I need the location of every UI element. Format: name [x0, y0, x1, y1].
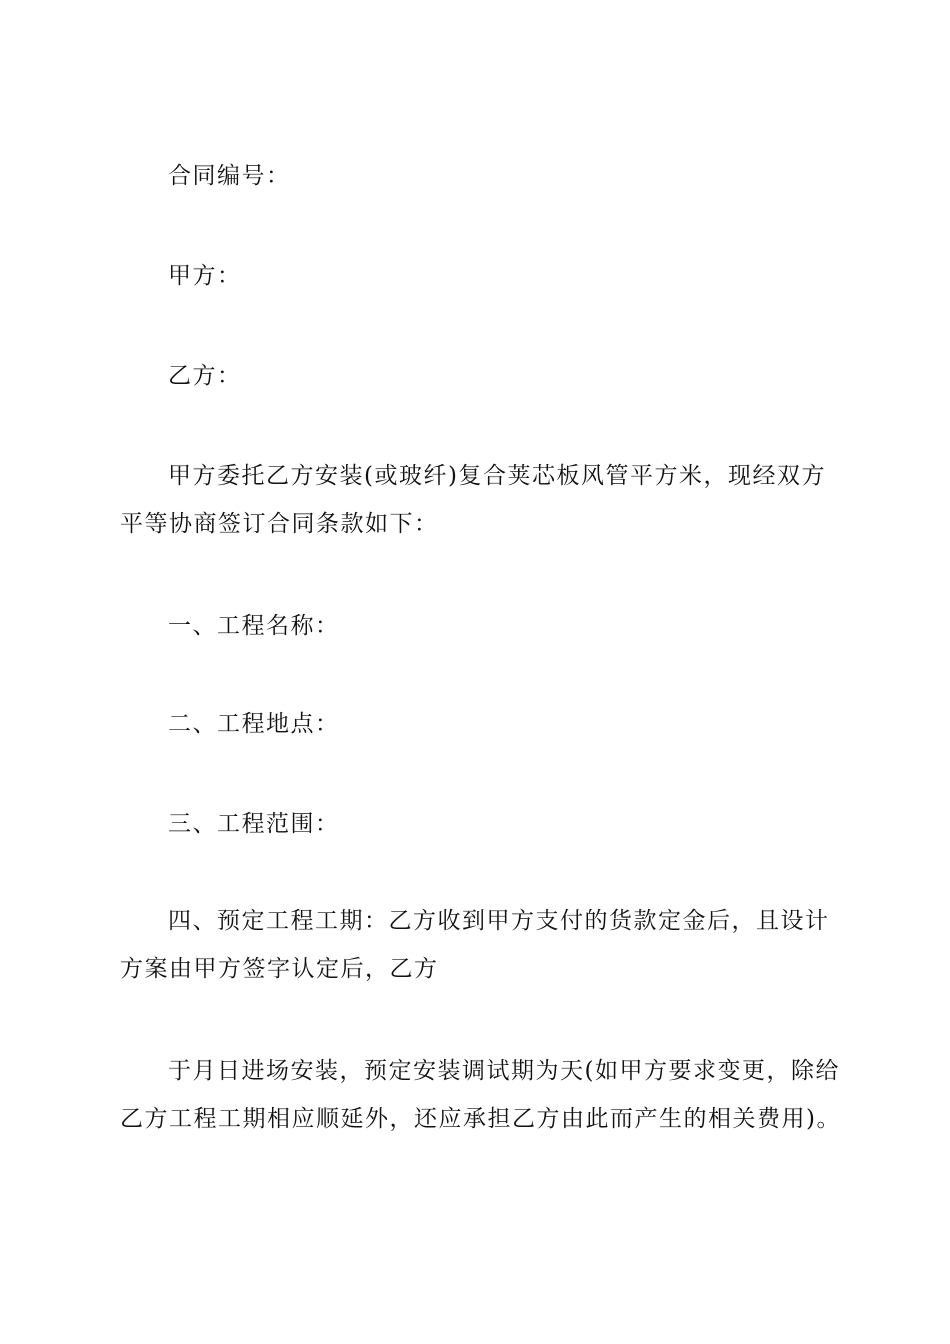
clause-4-line-2: 方案由甲方签字认定后，乙方 [120, 956, 439, 982]
party-a-label [120, 252, 832, 300]
clause-schedule-continued [120, 1047, 841, 1143]
intro-line-2: 平等协商签订合同条款如下： [120, 511, 439, 537]
clause-project-location [120, 700, 832, 748]
clause-schedule [120, 897, 832, 993]
clause-project-scope [120, 800, 832, 848]
party-b-label [120, 352, 832, 400]
party-b-text: 乙方： [168, 363, 242, 389]
clause-4-line-1: 四、预定工程工期：乙方收到甲方支付的货款定金后，且设计 [168, 908, 830, 934]
clause-1-text: 一、工程名称： [168, 613, 340, 639]
intro-paragraph [120, 452, 832, 548]
clause-4-cont-line-2: 乙方工程工期相应顺延外，还应承担乙方由此而产生的相关费用)。 [120, 1106, 841, 1132]
party-a-text: 甲方： [168, 263, 242, 289]
clause-2-text: 二、工程地点： [168, 711, 340, 737]
clause-project-name [120, 602, 832, 650]
contract-number-label [120, 152, 832, 200]
clause-3-text: 三、工程范围： [168, 811, 340, 837]
clause-4-cont-line-1: 于月日进场安装，预定安装调试期为天(如甲方要求变更，除给 [168, 1058, 840, 1084]
intro-line-1: 甲方委托乙方安装(或玻纤)复合荚芯板风管平方米，现经双方 [168, 463, 826, 489]
contract-number-text: 合同编号： [168, 163, 291, 189]
